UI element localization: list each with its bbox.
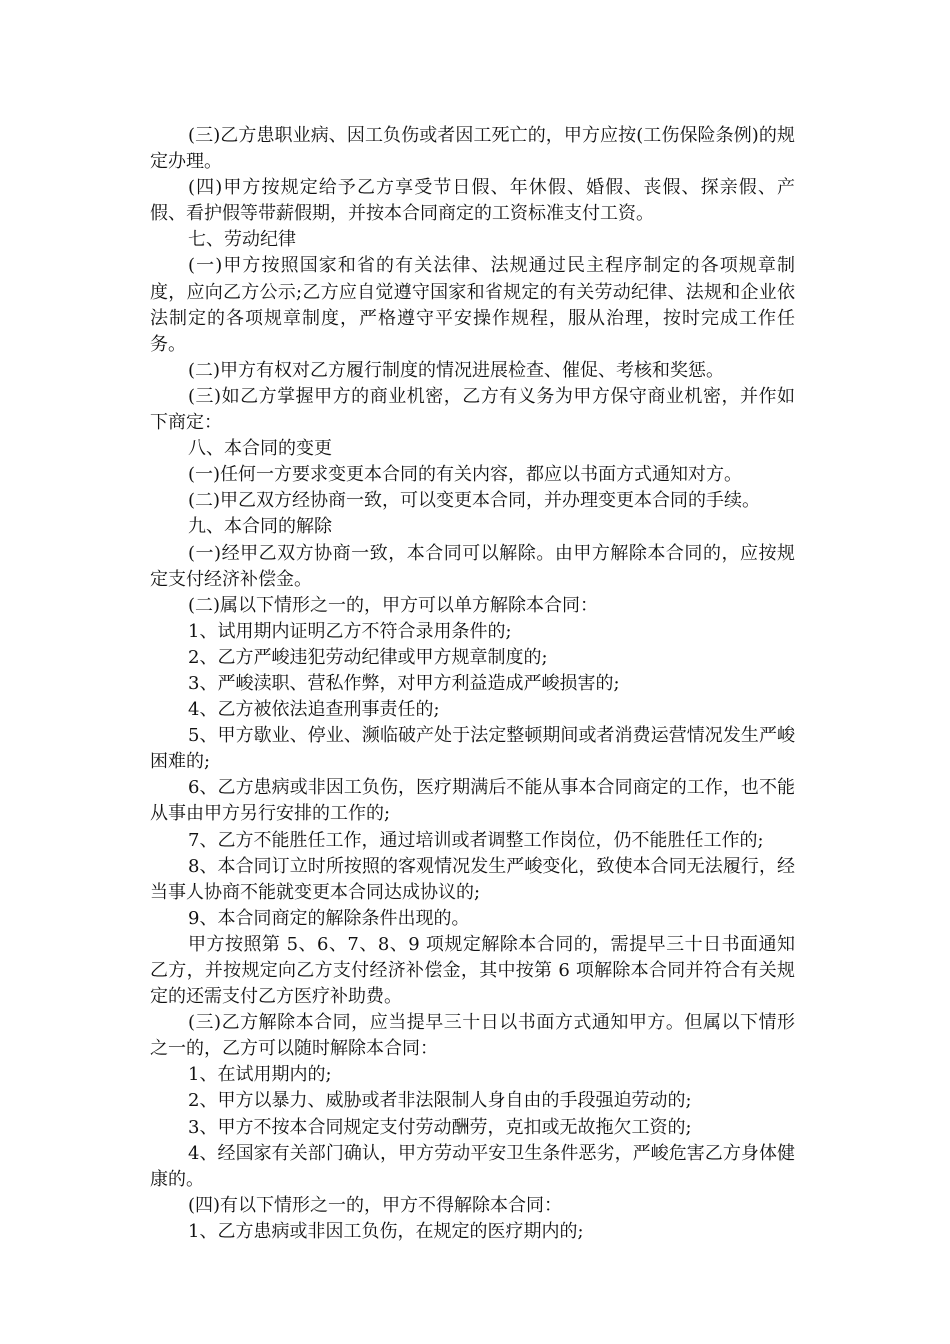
paragraph-work-injury: (三)乙方患职业病、因工负伤或者因工死亡的，甲方应按(工伤保险条例)的规定办理。	[150, 125, 795, 173]
paragraph-change-agreement: (二)甲乙双方经协商一致，可以变更本合同，并办理变更本合同的手续。	[188, 490, 761, 512]
paragraph-employee-termination: (三)乙方解除本合同，应当提早三十日以书面方式通知甲方。但属以下情形之一的，乙方可以随时解除本合同：	[150, 1012, 795, 1060]
paragraph-change-notice: (一)任何一方要求变更本合同的有关内容，都应以书面方式通知对方。	[188, 464, 743, 486]
list-item: 3、甲方不按本合同规定支付劳动酬劳，克扣或无故拖欠工资的;	[188, 1116, 692, 1138]
list-item: 8、本合同订立时所按照的客观情况发生严峻变化，致使本合同无法履行，经当事人协商不能就变更本合同达成协议的;	[150, 855, 795, 903]
paragraph-inspection-rights: (二)甲方有权对乙方履行制度的情况进展检查、催促、考核和奖惩。	[188, 359, 725, 381]
list-item: 5、甲方歇业、停业、濒临破产处于法定整顿期间或者消费运营情况发生严峻困难的;	[150, 725, 795, 773]
paragraph-employer-termination: (二)属以下情形之一的，甲方可以单方解除本合同：	[188, 594, 599, 616]
list-item: 1、试用期内证明乙方不符合录用条件的;	[188, 620, 512, 642]
list-item: 7、乙方不能胜任工作，通过培训或者调整工作岗位，仍不能胜任工作的;	[188, 829, 764, 851]
list-item: 9、本合同商定的解除条件出现的。	[188, 907, 470, 929]
paragraph-trade-secrets: (三)如乙方掌握甲方的商业机密，乙方有义务为甲方保守商业机密，并作如下商定：	[150, 385, 795, 434]
list-item: 4、乙方被依法追查刑事责任的;	[188, 699, 440, 721]
list-item: 3、严峻渎职、营私作弊，对甲方利益造成严峻损害的;	[188, 672, 620, 694]
paragraph-termination-notice: 甲方按照第 5、6、7、8、9 项规定解除本合同的，需提早三十日书面通知乙方，并按规定向乙方支付经济补偿金，其中按第 6 项解除本合同并符合有关规定的还需支付乙方医疗补助费。	[150, 933, 795, 1008]
paragraph-mutual-termination: (一)经甲乙双方协商一致，本合同可以解除。由甲方解除本合同的，应按规定支付经济补偿金。	[150, 542, 795, 590]
paragraph-paid-leave: (四)甲方按规定给予乙方享受节日假、年休假、婚假、丧假、探亲假、产假、看护假等带薪假期，并按本合同商定的工资标准支付工资。	[150, 177, 795, 225]
section-heading-labor-discipline: 七、劳动纪律	[188, 229, 296, 251]
paragraph-rules-compliance: (一)甲方按照国家和省的有关法律、法规通过民主程序制定的各项规章制度，应向乙方公示;乙方应自觉遵守国家和省规定的有关劳动纪律、法规和企业依法制定的各项规章制度，严格遵守平安操作规程，服从治理，按时完成工作任务。	[150, 255, 795, 355]
list-item: 6、乙方患病或非因工负伤，医疗期满后不能从事本合同商定的工作，也不能从事由甲方另行安排的工作的;	[150, 777, 795, 825]
list-item: 1、在试用期内的;	[188, 1064, 332, 1086]
section-heading-contract-change: 八、本合同的变更	[188, 438, 332, 460]
paragraph-no-termination: (四)有以下情形之一的，甲方不得解除本合同：	[188, 1194, 563, 1216]
document-page	[150, 123, 795, 1245]
list-item: 2、甲方以暴力、威胁或者非法限制人身自由的手段强迫劳动的;	[188, 1090, 692, 1112]
list-item: 1、乙方患病或非因工负伤，在规定的医疗期内的;	[188, 1220, 584, 1242]
list-item: 2、乙方严峻违犯劳动纪律或甲方规章制度的;	[188, 646, 548, 668]
list-item: 4、经国家有关部门确认，甲方劳动平安卫生条件恶劣，严峻危害乙方身体健康的。	[150, 1142, 795, 1190]
section-heading-contract-termination: 九、本合同的解除	[188, 516, 332, 538]
